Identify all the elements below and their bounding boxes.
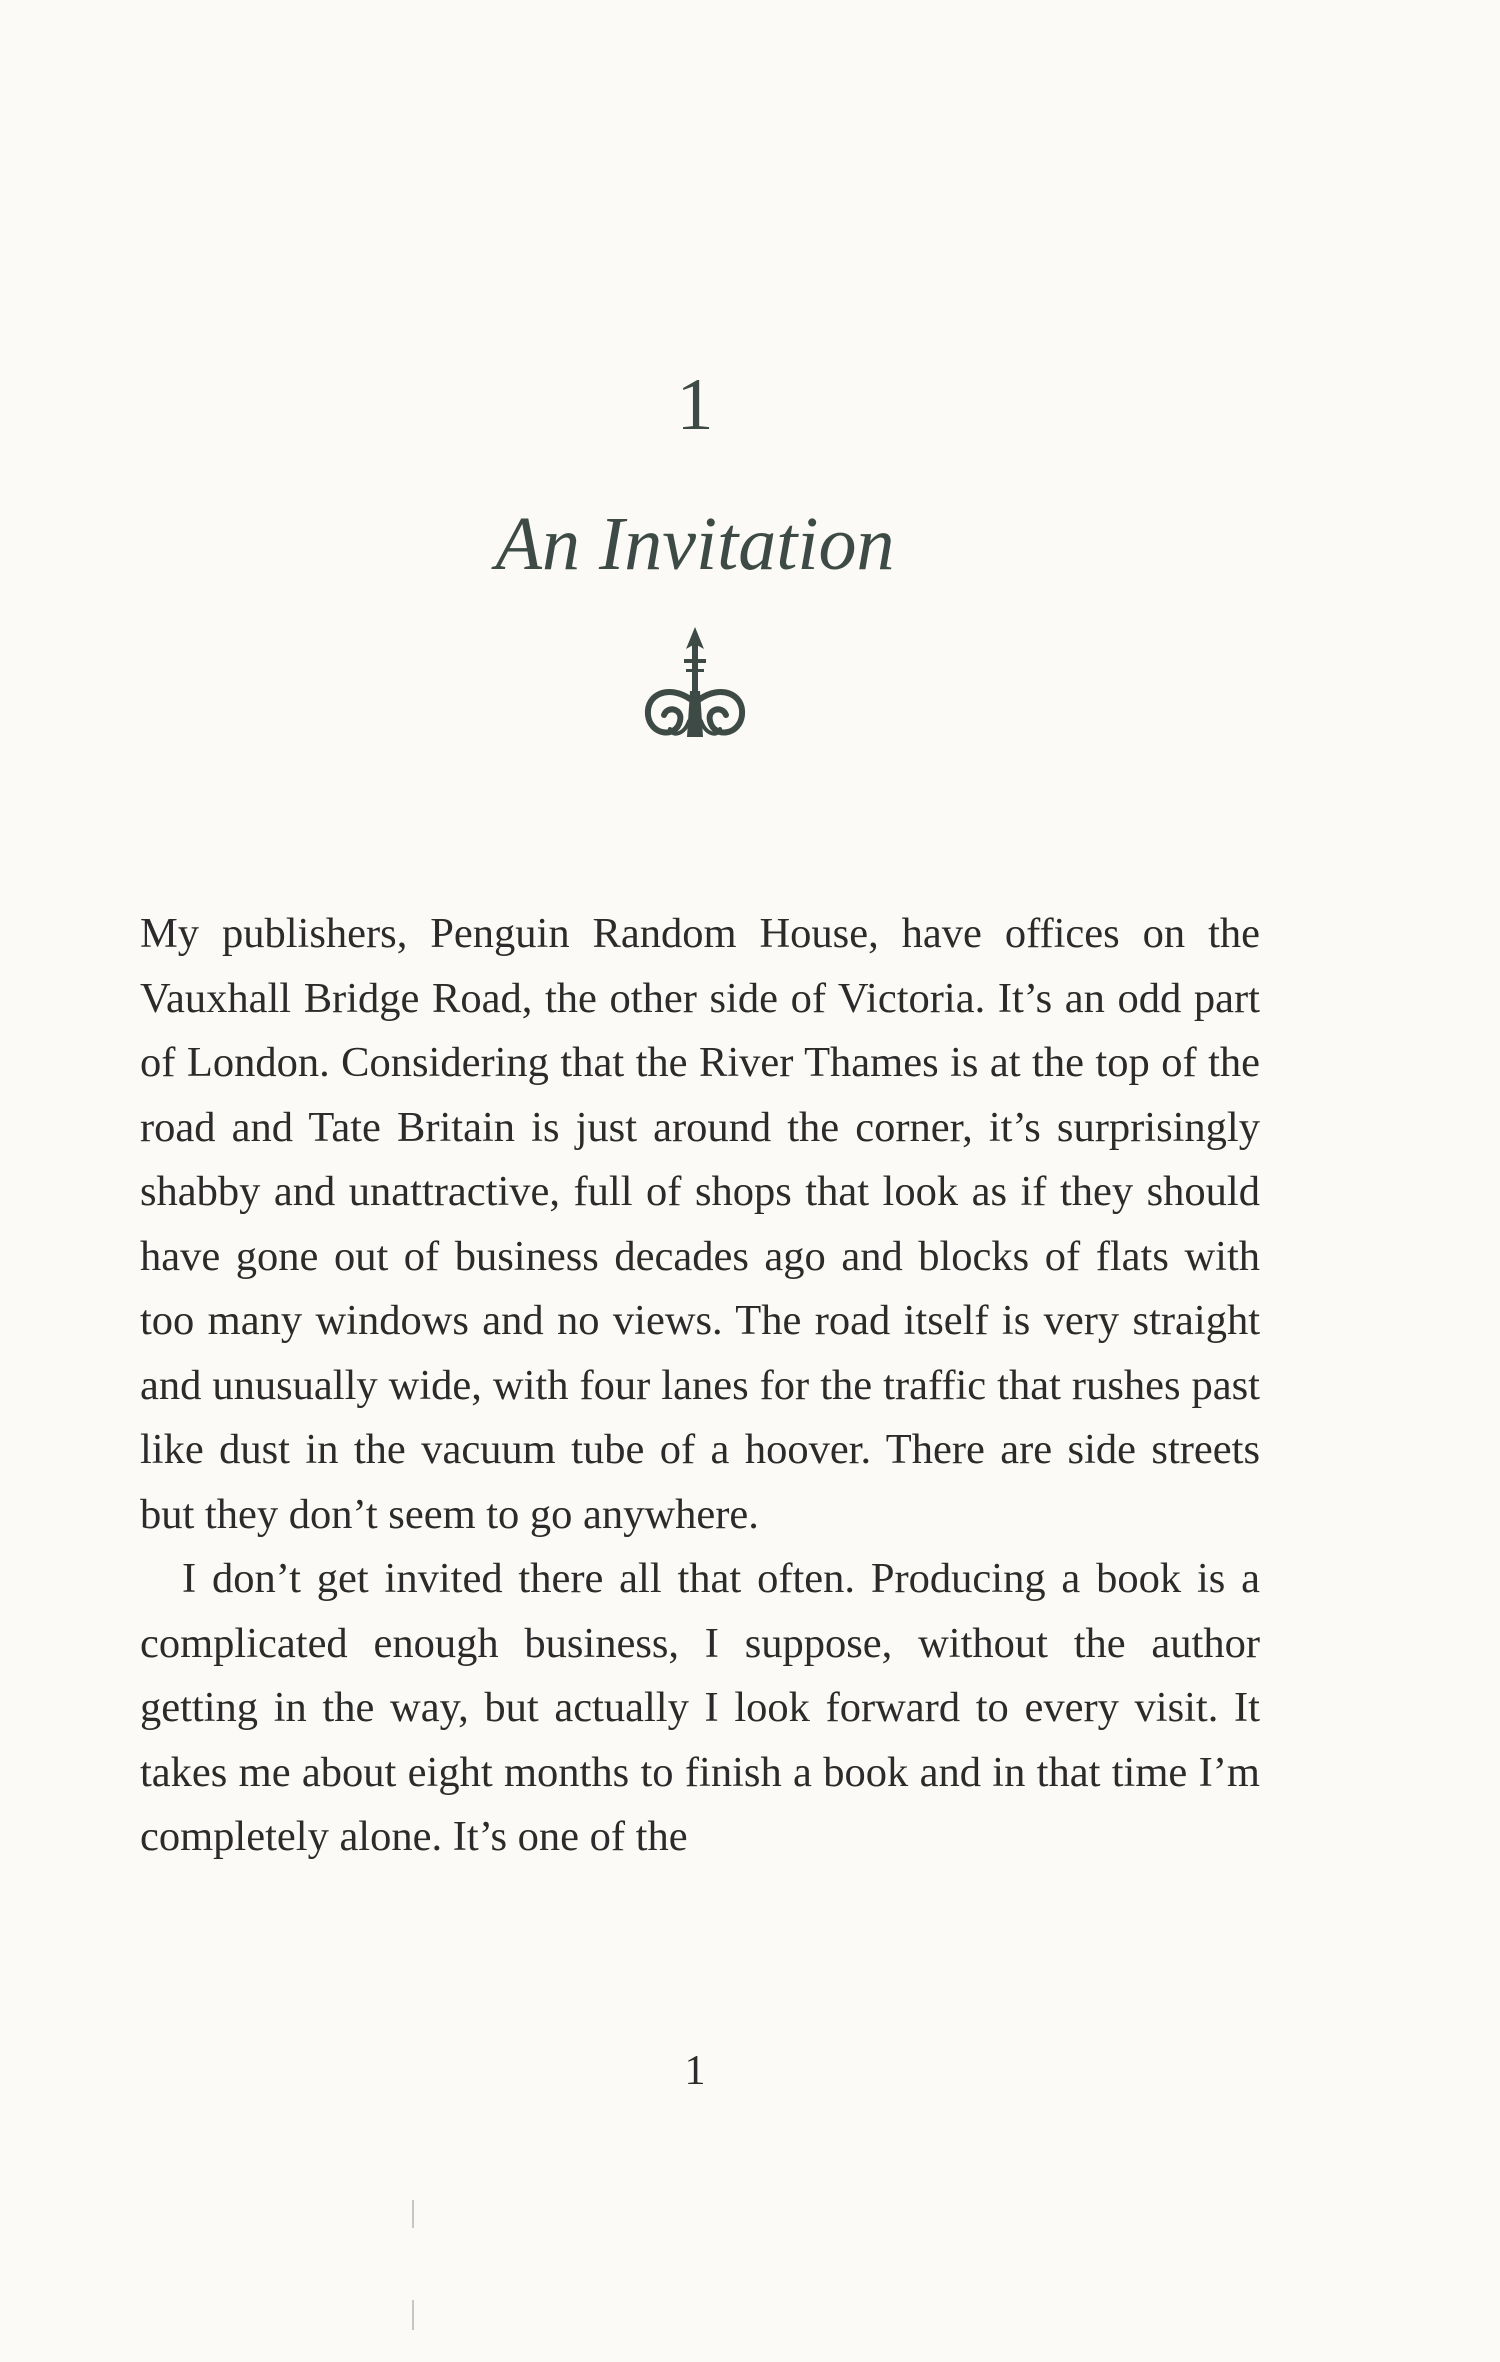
chapter-number: 1 — [676, 364, 714, 446]
scan-artifact-mark — [412, 2300, 414, 2330]
chapter-title: An Invitation — [495, 502, 895, 586]
fleur-de-lis-ornament-icon — [640, 625, 750, 750]
paragraph-2: I don’t get invited there all that often. Producing a book is a complicated enough business, I suppose, without the author getting in the way, but actually I look forward to every visit. It takes me about eight months to finish a book and in that time I’m completely alone. It’s one of the — [140, 1555, 1260, 1860]
page-number: 1 — [684, 2048, 706, 2094]
body-text — [140, 902, 1260, 1870]
paragraph-1: My publishers, Penguin Random House, have offices on the Vauxhall Bridge Road, the other side of Victoria. It’s an odd part of London. Considering that the River Thames is at the top of the road and Tate Britain is just around the corner, it’s surprisingly shabby and unattractive, full of shops that look as if they should have gone out of business decades ago and blocks of flats with too many windows and no views. The road itself is very straight and unusually wide, with four lanes for the traffic that rushes past like dust in the vacuum tube of a hoover. There are side streets but they don’t seem to go anywhere. — [140, 910, 1260, 1538]
scan-artifact-mark — [412, 2200, 414, 2228]
